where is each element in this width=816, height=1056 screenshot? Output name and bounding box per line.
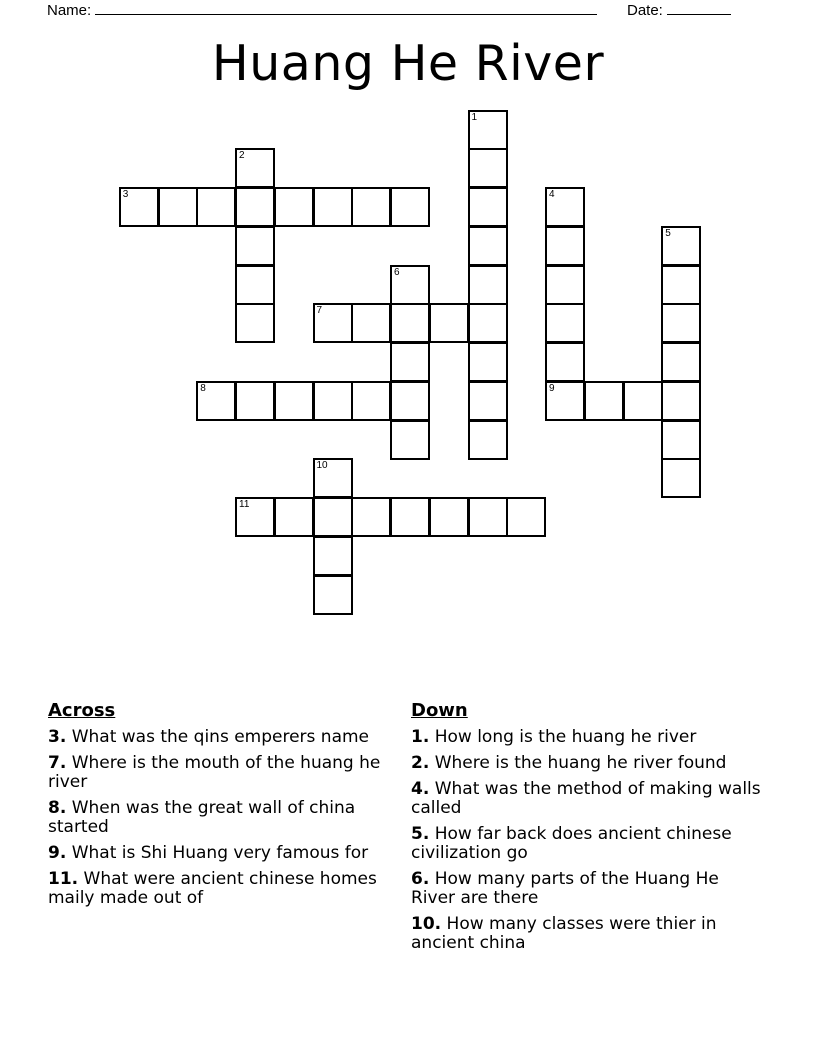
grid-cell[interactable] [468,148,508,188]
grid-cell[interactable] [468,420,508,460]
clue-number: 9. [48,843,67,863]
cell-number: 7 [316,305,323,317]
grid-cell[interactable] [390,497,430,537]
clue-text: What were ancient chinese homes maily made out of [48,869,377,908]
clue-across-3 [48,728,400,747]
clue-number: 6. [411,869,430,889]
clue-number: 5. [411,824,430,844]
clue-down-10 [411,915,763,953]
grid-cell[interactable] [661,303,701,343]
cell-number: 2 [239,150,245,162]
grid-cell[interactable] [313,575,353,615]
cell-number: 10 [316,460,328,472]
grid-cell[interactable] [351,303,391,343]
grid-cell[interactable] [429,303,469,343]
clue-number: 11. [48,869,79,889]
clue-number: 1. [411,727,430,747]
clue-text: How long is the huang he river [434,727,697,747]
cell-number: 3 [122,189,129,200]
clue-number: 2. [411,753,430,773]
grid-cell[interactable] [235,303,275,343]
grid-cell[interactable] [390,187,430,227]
grid-cell[interactable] [661,420,701,460]
grid-cell[interactable] [661,458,701,498]
grid-cell[interactable] [351,187,391,227]
clue-text: Where is the huang he river found [434,753,727,773]
grid-cell[interactable] [468,303,508,343]
clue-down-4 [411,780,763,818]
grid-cell[interactable] [429,497,469,537]
clue-text: When was the great wall of china started [48,798,356,837]
grid-cell[interactable] [235,497,275,537]
grid-cell[interactable] [390,381,430,421]
cell-number: 5 [665,227,671,239]
grid-cell[interactable] [468,110,508,150]
grid-cell[interactable] [661,265,701,305]
grid-cell[interactable] [313,458,353,498]
grid-cell[interactable] [468,342,508,382]
grid-cell[interactable] [313,303,353,343]
clue-across-11 [48,870,400,908]
grid-cell[interactable] [545,265,585,305]
clue-text: What was the method of making walls called [411,779,761,818]
grid-cell[interactable] [584,381,624,421]
across-heading: Across [48,700,116,721]
grid-cell[interactable] [196,187,236,227]
grid-cell[interactable] [468,265,508,305]
grid-cell[interactable] [661,381,701,421]
clue-number: 8. [48,798,67,818]
grid-cell[interactable] [506,497,546,537]
clue-across-7 [48,754,400,792]
clue-number: 4. [411,779,430,799]
cell-number: 11 [239,499,250,510]
grid-cell[interactable] [235,187,275,227]
grid-cell[interactable] [545,381,585,421]
clue-text: What was the qins emperers name [71,727,370,747]
grid-cell[interactable] [468,226,508,266]
cell-number: 4 [549,189,555,200]
grid-cell[interactable] [351,381,391,421]
grid-cell[interactable] [661,342,701,382]
grid-cell[interactable] [235,265,275,305]
grid-cell[interactable] [545,226,585,266]
clue-text: How far back does ancient chinese civilization go [411,824,732,863]
name-label: Name: [47,2,92,19]
grid-cell[interactable] [468,497,508,537]
grid-cell[interactable] [390,342,430,382]
grid-cell[interactable] [235,148,275,188]
clue-number: 7. [48,753,67,773]
grid-cell[interactable] [545,187,585,227]
clue-across-8 [48,799,400,837]
grid-cell[interactable] [545,303,585,343]
clue-text: What is Shi Huang very famous for [71,843,369,863]
clue-down-6 [411,870,763,908]
grid-cell[interactable] [313,187,353,227]
grid-cell[interactable] [313,536,353,576]
clue-down-5 [411,825,763,863]
grid-cell[interactable] [235,381,275,421]
cell-number: 1 [471,111,478,123]
clue-across-9 [48,844,400,863]
clue-number: 10. [411,914,442,934]
grid-cell[interactable] [235,226,275,266]
grid-cell[interactable] [196,381,236,421]
grid-cell[interactable] [661,226,701,266]
clue-number: 3. [48,727,67,747]
grid-cell[interactable] [468,187,508,227]
clue-text: How many parts of the Huang He River are there [411,869,719,908]
page-title: Huang He River [211,35,605,92]
cell-number: 6 [394,266,400,278]
grid-cell[interactable] [468,381,508,421]
clue-down-2 [411,754,763,773]
grid-cell[interactable] [390,265,430,305]
grid-cell[interactable] [313,497,353,537]
clue-text: Where is the mouth of the huang he river [48,753,381,792]
grid-cell[interactable] [623,381,663,421]
date-label: Date: [627,2,663,19]
clue-down-1 [411,728,763,747]
grid-cell[interactable] [274,497,314,537]
grid-cell[interactable] [351,497,391,537]
grid-cell[interactable] [390,420,430,460]
across-clues [48,700,400,915]
grid-cell[interactable] [119,187,159,227]
grid-cell[interactable] [274,381,314,421]
cell-number: 9 [549,382,555,394]
grid-cell[interactable] [274,187,314,227]
grid-cell[interactable] [390,303,430,343]
grid-cell[interactable] [545,342,585,382]
cell-number: 8 [200,382,206,394]
down-heading: Down [411,700,468,721]
grid-cell[interactable] [313,381,353,421]
grid-cell[interactable] [158,187,198,227]
clue-text: How many classes were thier in ancient china [411,914,717,953]
down-clues [411,700,763,960]
